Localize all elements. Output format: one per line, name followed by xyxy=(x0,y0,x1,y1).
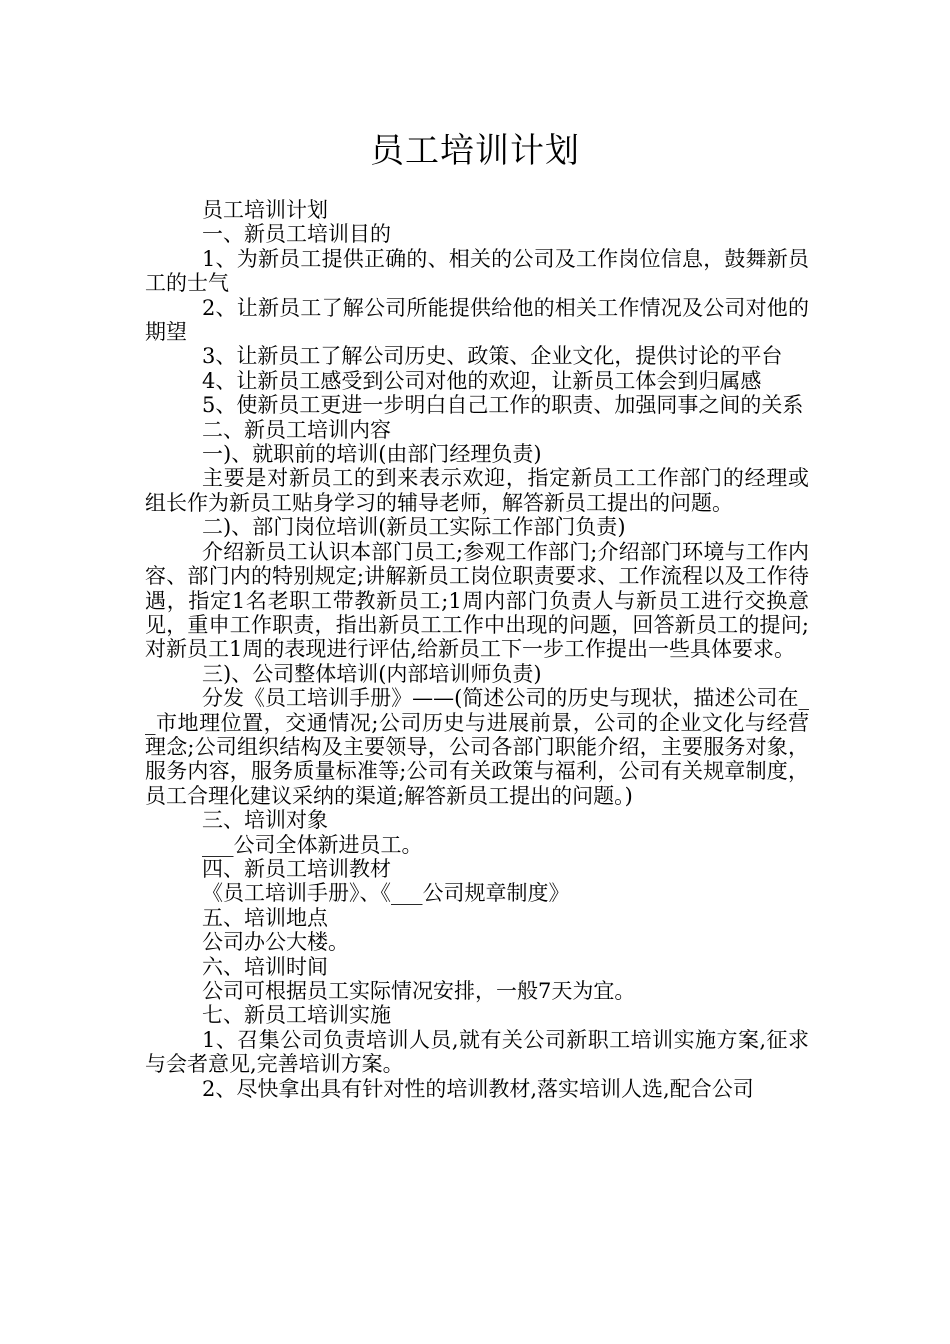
paragraph: 员工培训计划 xyxy=(202,198,328,222)
section-heading: 二、新员工培训内容 xyxy=(202,417,391,442)
paragraph: 3、让新员工了解公司历史、政策、企业文化，提供讨论的平台 xyxy=(202,344,783,369)
section-heading: 六、培训时间 xyxy=(202,954,328,979)
section-heading: 一、新员工培训目的 xyxy=(202,222,391,247)
paragraph: 2、尽快拿出具有针对性的培训教材,落实培训人选,配合公司 xyxy=(202,1076,754,1101)
subsection-heading: 三)、公司整体培训(内部培训师负责) xyxy=(202,661,542,686)
paragraph: 主要是对新员工的到来表示欢迎，指定新员工工作部门的经理或组长作为新员工贴身学习的辅导老师，解答新员工提出的问题。 xyxy=(145,466,809,515)
paragraph: 1、为新员工提供正确的、相关的公司及工作岗位信息，鼓舞新员工的士气 xyxy=(145,246,809,296)
document-title: 员工培训计划 xyxy=(370,131,580,171)
section-heading: 四、新员工培训教材 xyxy=(202,856,391,881)
document-body xyxy=(145,198,809,1101)
paragraph: 介绍新员工认识本部门员工;参观工作部门;介绍部门环境与工作内容、部门内的特别规定;讲解新员工岗位职责要求、工作流程以及工作待遇，指定1名老职工带教新员工;1周内部门负责人与新员工进行交换意见，重申工作职责，指出新员工工作中出现的问题，回答新员工的提问;对新员工1周的表现进行评估,给新员工下一步工作提出一些具体要求。 xyxy=(145,539,809,662)
paragraph: 2、让新员工了解公司所能提供给他的相关工作情况及公司对他的期望 xyxy=(145,295,809,345)
paragraph: 1、召集公司负责培训人员,就有关公司新职工培训实施方案,征求与会者意见,完善培训方案。 xyxy=(145,1027,809,1077)
paragraph: 公司可根据员工实际情况安排，一般7天为宜。 xyxy=(202,979,636,1003)
paragraph: 公司办公大楼。 xyxy=(202,930,349,955)
paragraph: 《员工培训手册》、《___公司规章制度》 xyxy=(202,881,570,906)
subsection-heading: 一)、就职前的培训(由部门经理负责) xyxy=(202,442,542,467)
section-heading: 七、新员工培训实施 xyxy=(202,1003,391,1028)
section-heading: 三、培训对象 xyxy=(202,808,328,833)
paragraph: 5、使新员工更进一步明白自己工作的职责、加强同事之间的关系 xyxy=(202,393,804,418)
subsection-heading: 二)、部门岗位培训(新员工实际工作部门负责) xyxy=(202,515,626,540)
paragraph: 分发《员工培训手册》——(简述公司的历史与现状，描述公司在__市地理位置，交通情况;公司历史与进展前景，公司的企业文化与经营理念;公司组织结构及主要领导，公司各部门职能介绍，主要服务对象，服务内容，服务质量标准等;公司有关政策与福利，公司有关规章制度，员工合理化建议采纳的渠道;解答新员工提出的问题。) xyxy=(145,686,809,808)
section-heading: 五、培训地点 xyxy=(202,905,328,930)
paragraph: 4、让新员工感受到公司对他的欢迎，让新员工体会到归属感 xyxy=(202,368,762,393)
paragraph: ___公司全体新进员工。 xyxy=(202,832,423,857)
